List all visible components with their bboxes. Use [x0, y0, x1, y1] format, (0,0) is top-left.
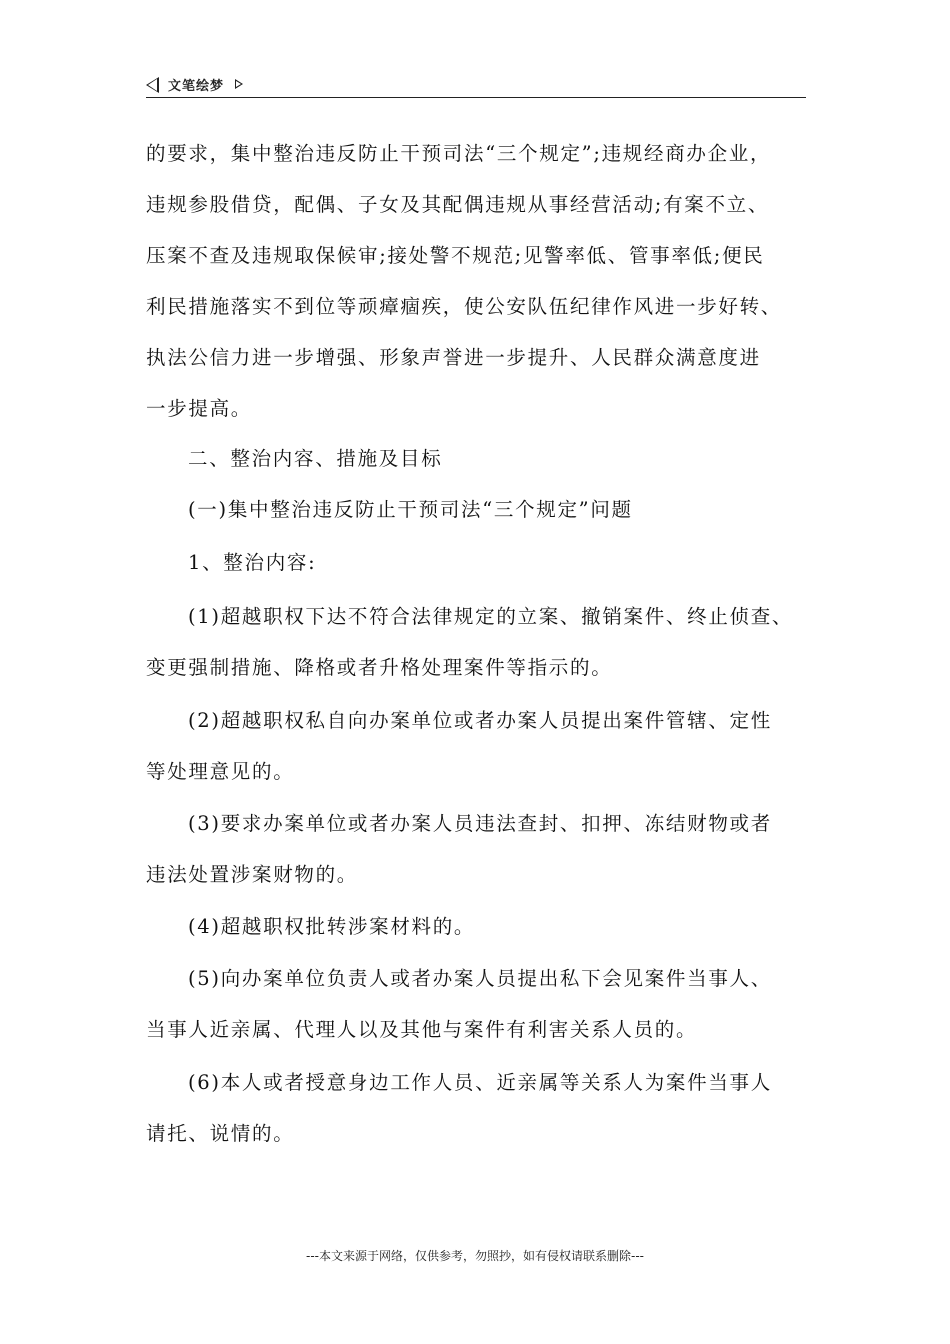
page-header	[146, 72, 806, 98]
list-item-line: (4)超越职权批转涉案材料的。	[188, 915, 476, 938]
text-line: 压案不查及违规取保候审;接处警不规范;见警率低、管事率低;便民	[146, 244, 765, 267]
list-item-line: (6)本人或者授意身边工作人员、近亲属等关系人为案件当事人	[188, 1071, 772, 1094]
triangle-right-icon	[235, 79, 243, 89]
list-item-line: (1)超越职权下达不符合法律规定的立案、撤销案件、终止侦查、	[188, 605, 794, 628]
list-heading: 1、整治内容:	[188, 551, 317, 574]
list-item-line: 违法处置涉案财物的。	[146, 863, 359, 886]
page-footer: ---本文来源于网络，仅供参考，勿照抄，如有侵权请联系删除---	[306, 1249, 644, 1263]
list-item-line: (5)向办案单位负责人或者办案人员提出私下会见案件当事人、	[188, 967, 772, 990]
list-item-line: 等处理意见的。	[146, 760, 295, 783]
text-line: 违规参股借贷，配偶、子女及其配偶违规从事经营活动;有案不立、	[146, 193, 770, 216]
list-item-line: 变更强制措施、降格或者升格处理案件等指示的。	[146, 656, 613, 679]
text-line: 一步提高。	[146, 397, 253, 420]
text-line: 利民措施落实不到位等顽瘴痼疾，使公安队伍纪律作风进一步好转、	[146, 295, 783, 318]
list-item-line: (3)要求办案单位或者办案人员违法查封、扣押、冻结财物或者	[188, 812, 772, 835]
list-item-line: 请托、说情的。	[146, 1122, 295, 1145]
list-item-line: (2)超越职权私自向办案单位或者办案人员提出案件管辖、定性	[188, 709, 772, 732]
header-divider	[146, 97, 806, 98]
text-line: 执法公信力进一步增强、形象声誉进一步提升、人民群众满意度进	[146, 346, 761, 369]
subsection-heading: (一)集中整治违反防止干预司法“三个规定”问题	[188, 498, 633, 521]
section-heading: 二、整治内容、措施及目标	[188, 447, 443, 470]
triangle-left-icon	[146, 77, 159, 93]
list-item-line: 当事人近亲属、代理人以及其他与案件有利害关系人员的。	[146, 1018, 698, 1041]
text-line: 的要求，集中整治违反防止干预司法“三个规定”;违规经商办企业，	[146, 142, 772, 165]
header-title: 文笔绘梦	[168, 79, 225, 94]
